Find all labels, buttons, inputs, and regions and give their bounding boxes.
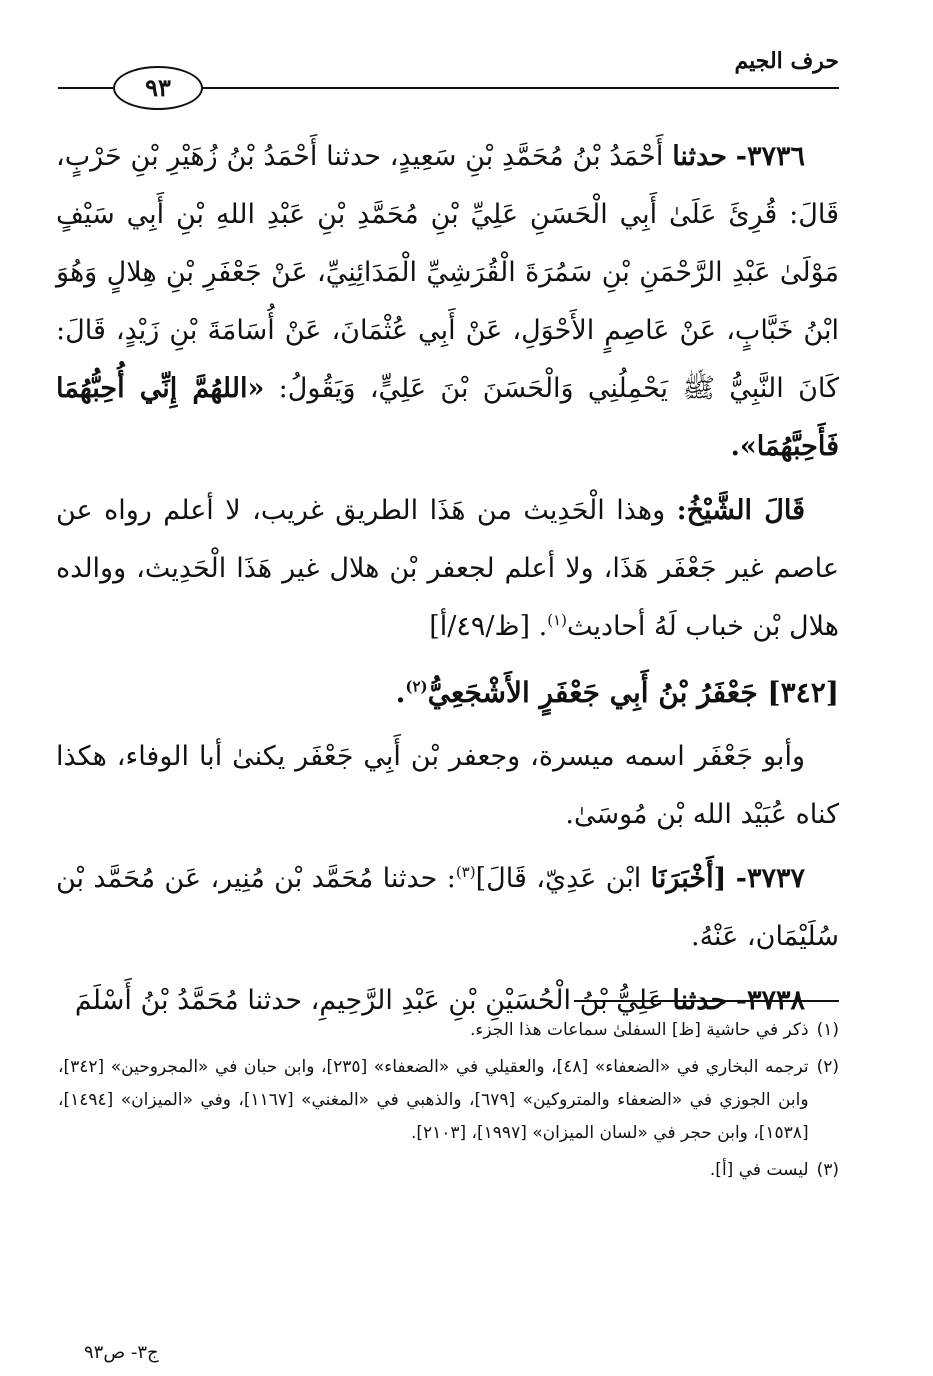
main-text [56,128,839,1036]
section-heading [56,664,839,722]
footnote-number: (١) [816,1020,839,1040]
hadith-number: ٣٧٣٦- [735,141,805,172]
hadith-text: عَلِيُّ بْنُ الْحُسَيْنِ بْنِ عَبْدِ الرَّحِيمِ، حدثنا مُحَمَّدُ بْنُ أَسْلَمَ [74,985,664,1016]
hadith-number: ٣٧٣٨- [735,985,805,1016]
footnote-item [58,1154,839,1187]
hadith-number: ٣٧٣٧- [735,863,805,894]
hadith-keyword: حدثنا [672,141,727,172]
sheikh-comment [56,482,839,656]
footnote-marker: (١) [547,611,567,629]
section-end: . [395,676,406,709]
hadith-keyword: [أَخْبَرَنَا [650,863,727,894]
hadith-3736 [56,128,839,476]
footnote-marker: (٢) [405,677,428,696]
hadith-keyword: حدثنا [672,985,728,1016]
footnote-text: ليست في [أ]. [709,1160,809,1180]
footnotes [58,1014,839,1191]
footnote-text: ترجمه البخاري في «الضعفاء» [٤٨]، والعقيلي في «الضعفاء» [٢٣٥]، وابن حبان في «المجروحين» [٣٤٢]، وابن الجوزي في «الضعفاء والمتروكين» [٦٧٩]، والذهبي في «المغني» [١١٦٧]، وفي «الميزان» [١٤٩٤]، [١٥٣٨]، وابن حجر في «لسان الميزان» [١٩٩٧]، [٢١٠٣]. [58,1057,809,1143]
hadith-quote: «اللهُمَّ إِنِّي أُحِبُّهُمَا فَأَحِبَّهُمَا». [56,373,839,462]
footnote-number: (٢) [816,1057,839,1077]
section-name: جَعْفَرُ بْنُ أَبِي جَعْفَرٍ الأَشْجَعِيُّ [427,676,758,709]
sheikh-label: قَالَ الشَّيْخُ: [676,495,805,526]
chapter-title: حرف الجيم [734,48,839,74]
footnote-number: (٣) [816,1160,839,1180]
page-header [58,40,839,110]
footnote-item [58,1014,839,1047]
manuscript-page-ref: ج٣- ص٩٣ [84,1342,159,1363]
hadith-3737 [56,850,839,966]
kunya-note: وأبو جَعْفَر اسمه ميسرة، وجعفر بْن أَبِي جَعْفَر يكنىٰ أبا الوفاء، هكذا كناه عُبَيْد الله بْن مُوسَىٰ. [56,741,839,830]
section-number: [٣٤٢] [767,676,839,709]
hadith-text: : حدثنا مُحَمَّد بْن مُنِير، عَن مُحَمَّد بْن سُلَيْمَان، عَنْهُ. [56,863,839,952]
hadith-text: أَحْمَدُ بْنُ مُحَمَّدِ بْنِ سَعِيدٍ، حدثنا أَحْمَدُ بْنُ زُهَيْرِ بْنِ حَرْبٍ، قَالَ: قُرِئَ عَلَىٰ أَبِي الْحَسَنِ عَلِيِّ بْنِ مُحَمَّدِ بْنِ عَبْدِ اللهِ بْنِ أَبِي سَيْفٍ مَوْلَىٰ عَبْدِ الرَّحْمَنِ بْنِ سَمُرَةَ الْقُرَشِيِّ الْمَدَائِنِيِّ، عَنْ جَعْفَرِ بْنِ هِلالٍ وَهُوَ ابْنُ خَبَّابٍ، عَنْ عَاصِمٍ الأَحْوَلِ، عَنْ أَبِي عُثْمَانَ، عَنْ أُسَامَةَ بْنِ زَيْدٍ، قَالَ: كَانَ النَّبِيُّ ﷺ يَحْمِلُنِي وَالْحَسَنَ بْنَ عَلِيٍّ، وَيَقُولُ: [56,141,839,404]
footnote-separator [574,1000,839,1002]
footnote-item [58,1051,839,1150]
hadith-text: ابْن عَدِيّ، قَالَ] [475,863,642,894]
sheikh-text: وهذا الْحَدِيث من هَذَا الطريق غريب، لا أعلم رواه عن عاصم غير جَعْفَر هَذَا، ولا أعلم لجعفر بْن هلال غير هَذَا الْحَدِيث، ووالده هلال بْن خباب لَهُ أحاديث [56,495,839,642]
footnote-text: ذكر في حاشية [ظ] السفلىٰ سماعات هذا الجزء. [469,1020,809,1040]
manuscript-reference: . [ظ/٤٩/أ] [429,611,548,642]
footnote-marker: (٣) [455,863,476,881]
page-number: ٩٣ [113,66,203,110]
